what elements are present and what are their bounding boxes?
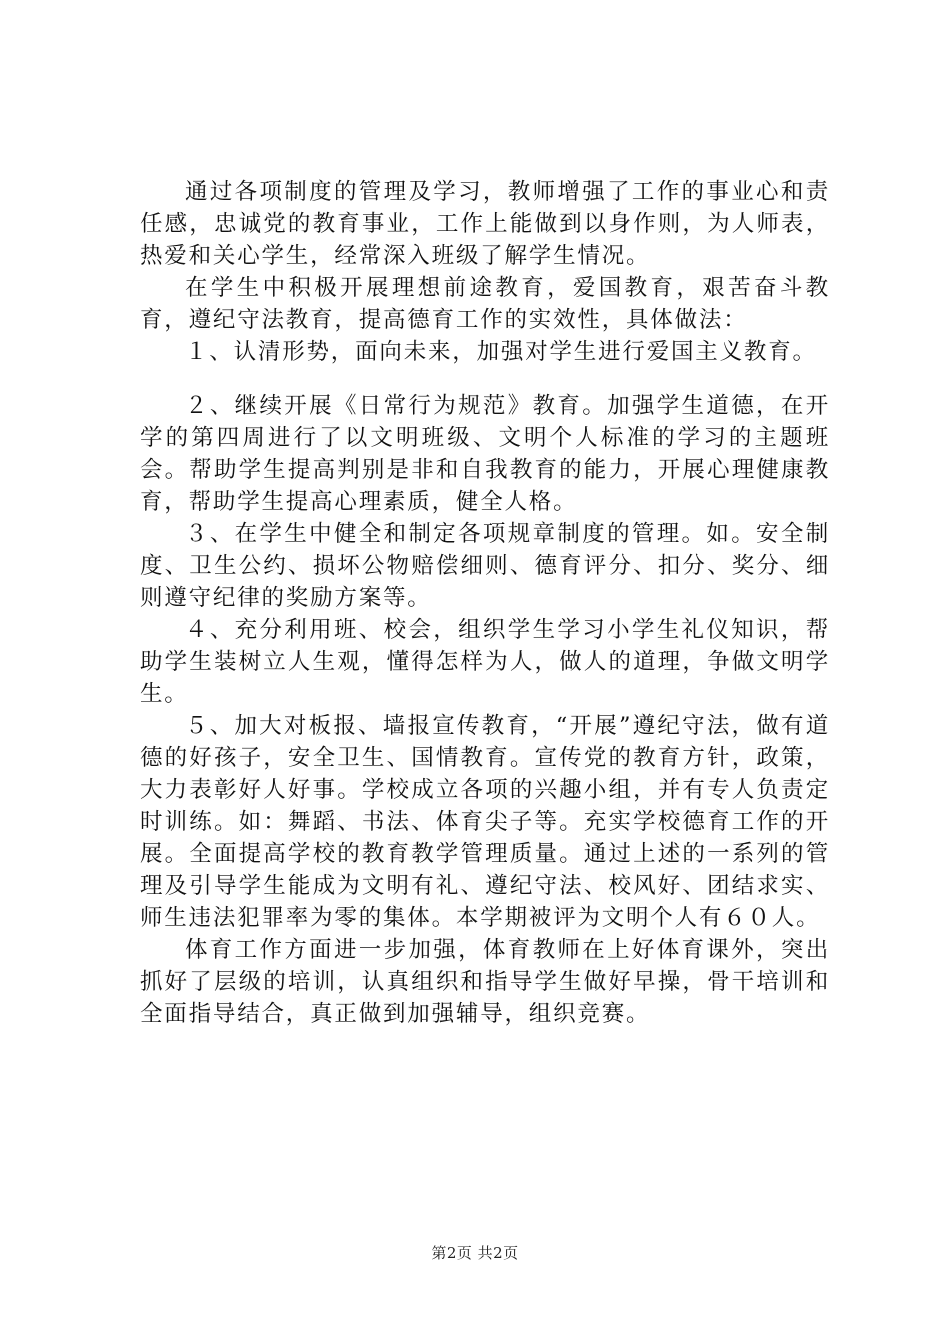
paragraph-item-1: １、认清形势，面向未来，加强对学生进行爱国主义教育。 [185, 339, 817, 365]
paragraph-teacher-ethics: 通过各项制度的管理及学习，教师增强了工作的事业心和责任感，忠诚党的教育事业，工作上能做到以身作则，为人师表，热爱和关心学生，经常深入班级了解学生情况。 [140, 179, 830, 269]
paragraph-item-5: ５、加大对板报、墙报宣传教育，“开展”遵纪守法，做有道德的好孩子，安全卫生、国情教育。宣传党的教育方针，政策，大力表彰好人好事。学校成立各项的兴趣小组，并有专人负责定时训练。如：舞蹈、书法、体育尖子等。充实学校德育工作的开展。全面提高学校的教育教学管理质量。通过上述的一系列的管理及引导学生能成为文明有礼、遵纪守法、校风好、团结求实、师生违法犯罪率为零的集体。本学期被评为文明个人有６０人。 [140, 713, 830, 931]
document-body [140, 176, 830, 1030]
paragraph-item-4: ４、充分利用班、校会，组织学生学习小学生礼仪知识，帮助学生装树立人生观，懂得怎样为人，做人的道理，争做文明学生。 [140, 617, 830, 707]
page-number-footer: 第2页 共2页 [431, 1244, 519, 1262]
paragraph-item-2: ２、继续开展《日常行为规范》教育。加强学生道德，在开学的第四周进行了以文明班级、文明个人标准的学习的主题班会。帮助学生提高判别是非和自我教育的能力，开展心理健康教育，帮助学生提高心理素质，健全人格。 [140, 393, 830, 515]
paragraph-sports-work: 体育工作方面进一步加强，体育教师在上好体育课外，突出抓好了层级的培训，认真组织和指导学生做好早操，骨干培训和全面指导结合，真正做到加强辅导，组织竞赛。 [140, 937, 830, 1027]
paragraph-student-education: 在学生中积极开展理想前途教育，爱国教育，艰苦奋斗教育，遵纪守法教育，提高德育工作的实效性，具体做法： [140, 275, 830, 333]
paragraph-item-3: ３、在学生中健全和制定各项规章制度的管理。如。安全制度、卫生公约、损坏公物赔偿细则、德育评分、扣分、奖分、细则遵守纪律的奖励方案等。 [140, 521, 830, 611]
